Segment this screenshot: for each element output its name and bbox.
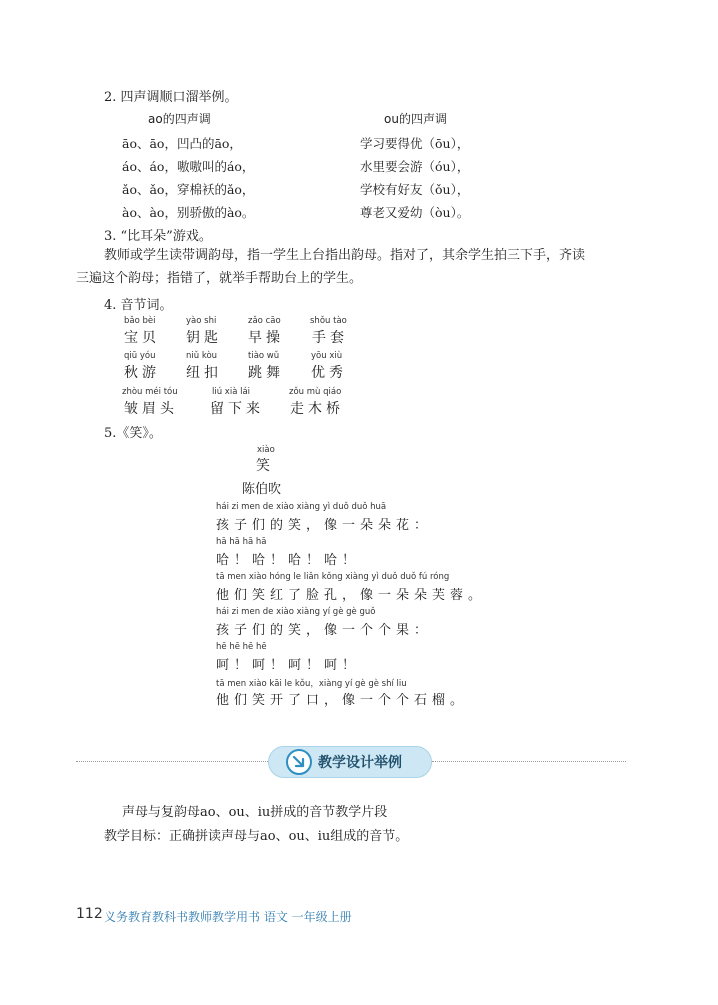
word-hanzi: 秋游: [124, 365, 160, 381]
poem-line: 他们笑红了脸孔，像一朵朵芙蓉。: [216, 588, 487, 603]
word-hanzi: 优秀: [311, 365, 347, 381]
word-pinyin: shǒu tào: [310, 316, 347, 326]
word-hanzi: 钥匙: [186, 330, 222, 346]
design-title: 声母与复韵母ao、ou、iu拼成的音节教学片段: [122, 805, 388, 820]
word-hanzi: 皱眉头: [124, 401, 178, 417]
section-3-heading: 3. “比耳朵”游戏。: [104, 229, 212, 244]
word-hanzi: 走木桥: [290, 401, 344, 417]
word-hanzi: 手套: [312, 330, 348, 346]
poem-line-pinyin: hái zi men de xiào xiàng yì duǒ duǒ huā: [216, 502, 387, 512]
ao-tone-line: ǎo、ǎo，穿棉袄的ǎo，: [122, 182, 255, 197]
ou-tone-line: 学校有好友（ǒu），: [360, 182, 470, 197]
game-instruction-line-1: 教师或学生读带调韵母，指一学生上台指出韵母。指对了，其余学生拍三下手，齐读: [104, 248, 586, 263]
poem-line: 哈！哈！哈！哈！: [216, 553, 361, 568]
section-5-heading: 5.《笑》。: [104, 426, 162, 441]
game-instruction-line-2: 三遍这个韵母；指错了，就举手帮助台上的学生。: [76, 271, 363, 286]
word-hanzi: 留下来: [210, 401, 264, 417]
ao-tones-title: ao的四声调: [148, 112, 211, 126]
poem-line-pinyin: hā hā hā hā: [216, 537, 267, 547]
word-hanzi: 宝贝: [124, 330, 160, 346]
ou-tone-line: 学习要得优（ōu），: [360, 136, 470, 151]
ao-tone-line: áo、áo，嗷嗷叫的áo，: [122, 159, 255, 174]
poem-author: 陈伯吹: [242, 482, 282, 497]
word-hanzi: 跳舞: [248, 365, 284, 381]
banner-title: 教学设计举例: [318, 755, 402, 771]
arrow-circle-icon: [286, 749, 312, 775]
word-pinyin: zǎo cāo: [248, 316, 281, 326]
section-4-heading: 4. 音节词。: [104, 298, 173, 313]
ao-tone-line: ào、ào，别骄傲的ào。: [122, 205, 255, 220]
word-hanzi: 纽扣: [186, 365, 222, 381]
word-hanzi: 早操: [248, 330, 284, 346]
word-pinyin: yào shi: [186, 316, 217, 326]
poem-line-pinyin: hē hē hē hē: [216, 642, 267, 652]
book-title: 义务教育教科书教师教学用书 语文 一年级上册: [104, 910, 352, 924]
divider-right: [432, 761, 626, 762]
word-pinyin: niǔ kòu: [186, 351, 218, 361]
design-goal: 教学目标：正确拼读声母与ao、ou、iu组成的音节。: [104, 829, 409, 844]
ao-tone-line: āo、āo，凹凸的āo，: [122, 136, 242, 151]
word-pinyin: tiào wǔ: [248, 351, 280, 361]
poem-line: 孩子们的笑，像一个个果：: [216, 623, 433, 638]
poem-line: 他们笑开了口，像一个个石榴。: [216, 693, 469, 708]
divider-left: [76, 761, 268, 762]
word-pinyin: zǒu mù qiáo: [289, 387, 342, 397]
ou-tone-line: 水里要会游（óu），: [360, 159, 470, 174]
word-pinyin: qiū yóu: [124, 351, 156, 361]
poem-title: 笑: [256, 458, 270, 474]
word-pinyin: bǎo bèi: [124, 316, 156, 326]
poem-line-pinyin: hái zi men de xiào xiàng yí gè gè guǒ: [216, 607, 376, 617]
word-pinyin: zhòu méi tóu: [122, 387, 178, 397]
poem-title-pinyin: xiào: [257, 445, 275, 455]
poem-line-pinyin: tā men xiào hóng le liǎn kǒng xiàng yì duǒ duǒ fú róng: [216, 572, 450, 582]
ou-tone-line: 尊老又爱幼（òu）。: [360, 205, 470, 220]
ou-tones-title: ou的四声调: [384, 112, 447, 126]
word-pinyin: yōu xiù: [311, 351, 343, 361]
section-2-heading: 2. 四声调顺口溜举例。: [104, 90, 238, 105]
word-pinyin: liú xià lái: [212, 387, 251, 397]
poem-line-pinyin: tā men xiào kāi le kǒu，xiàng yí gè gè shí liu: [216, 679, 407, 689]
page-number: 112: [76, 906, 103, 922]
poem-line: 孩子们的笑，像一朵朵花：: [216, 518, 433, 533]
poem-line: 呵！呵！呵！呵！: [216, 658, 361, 673]
